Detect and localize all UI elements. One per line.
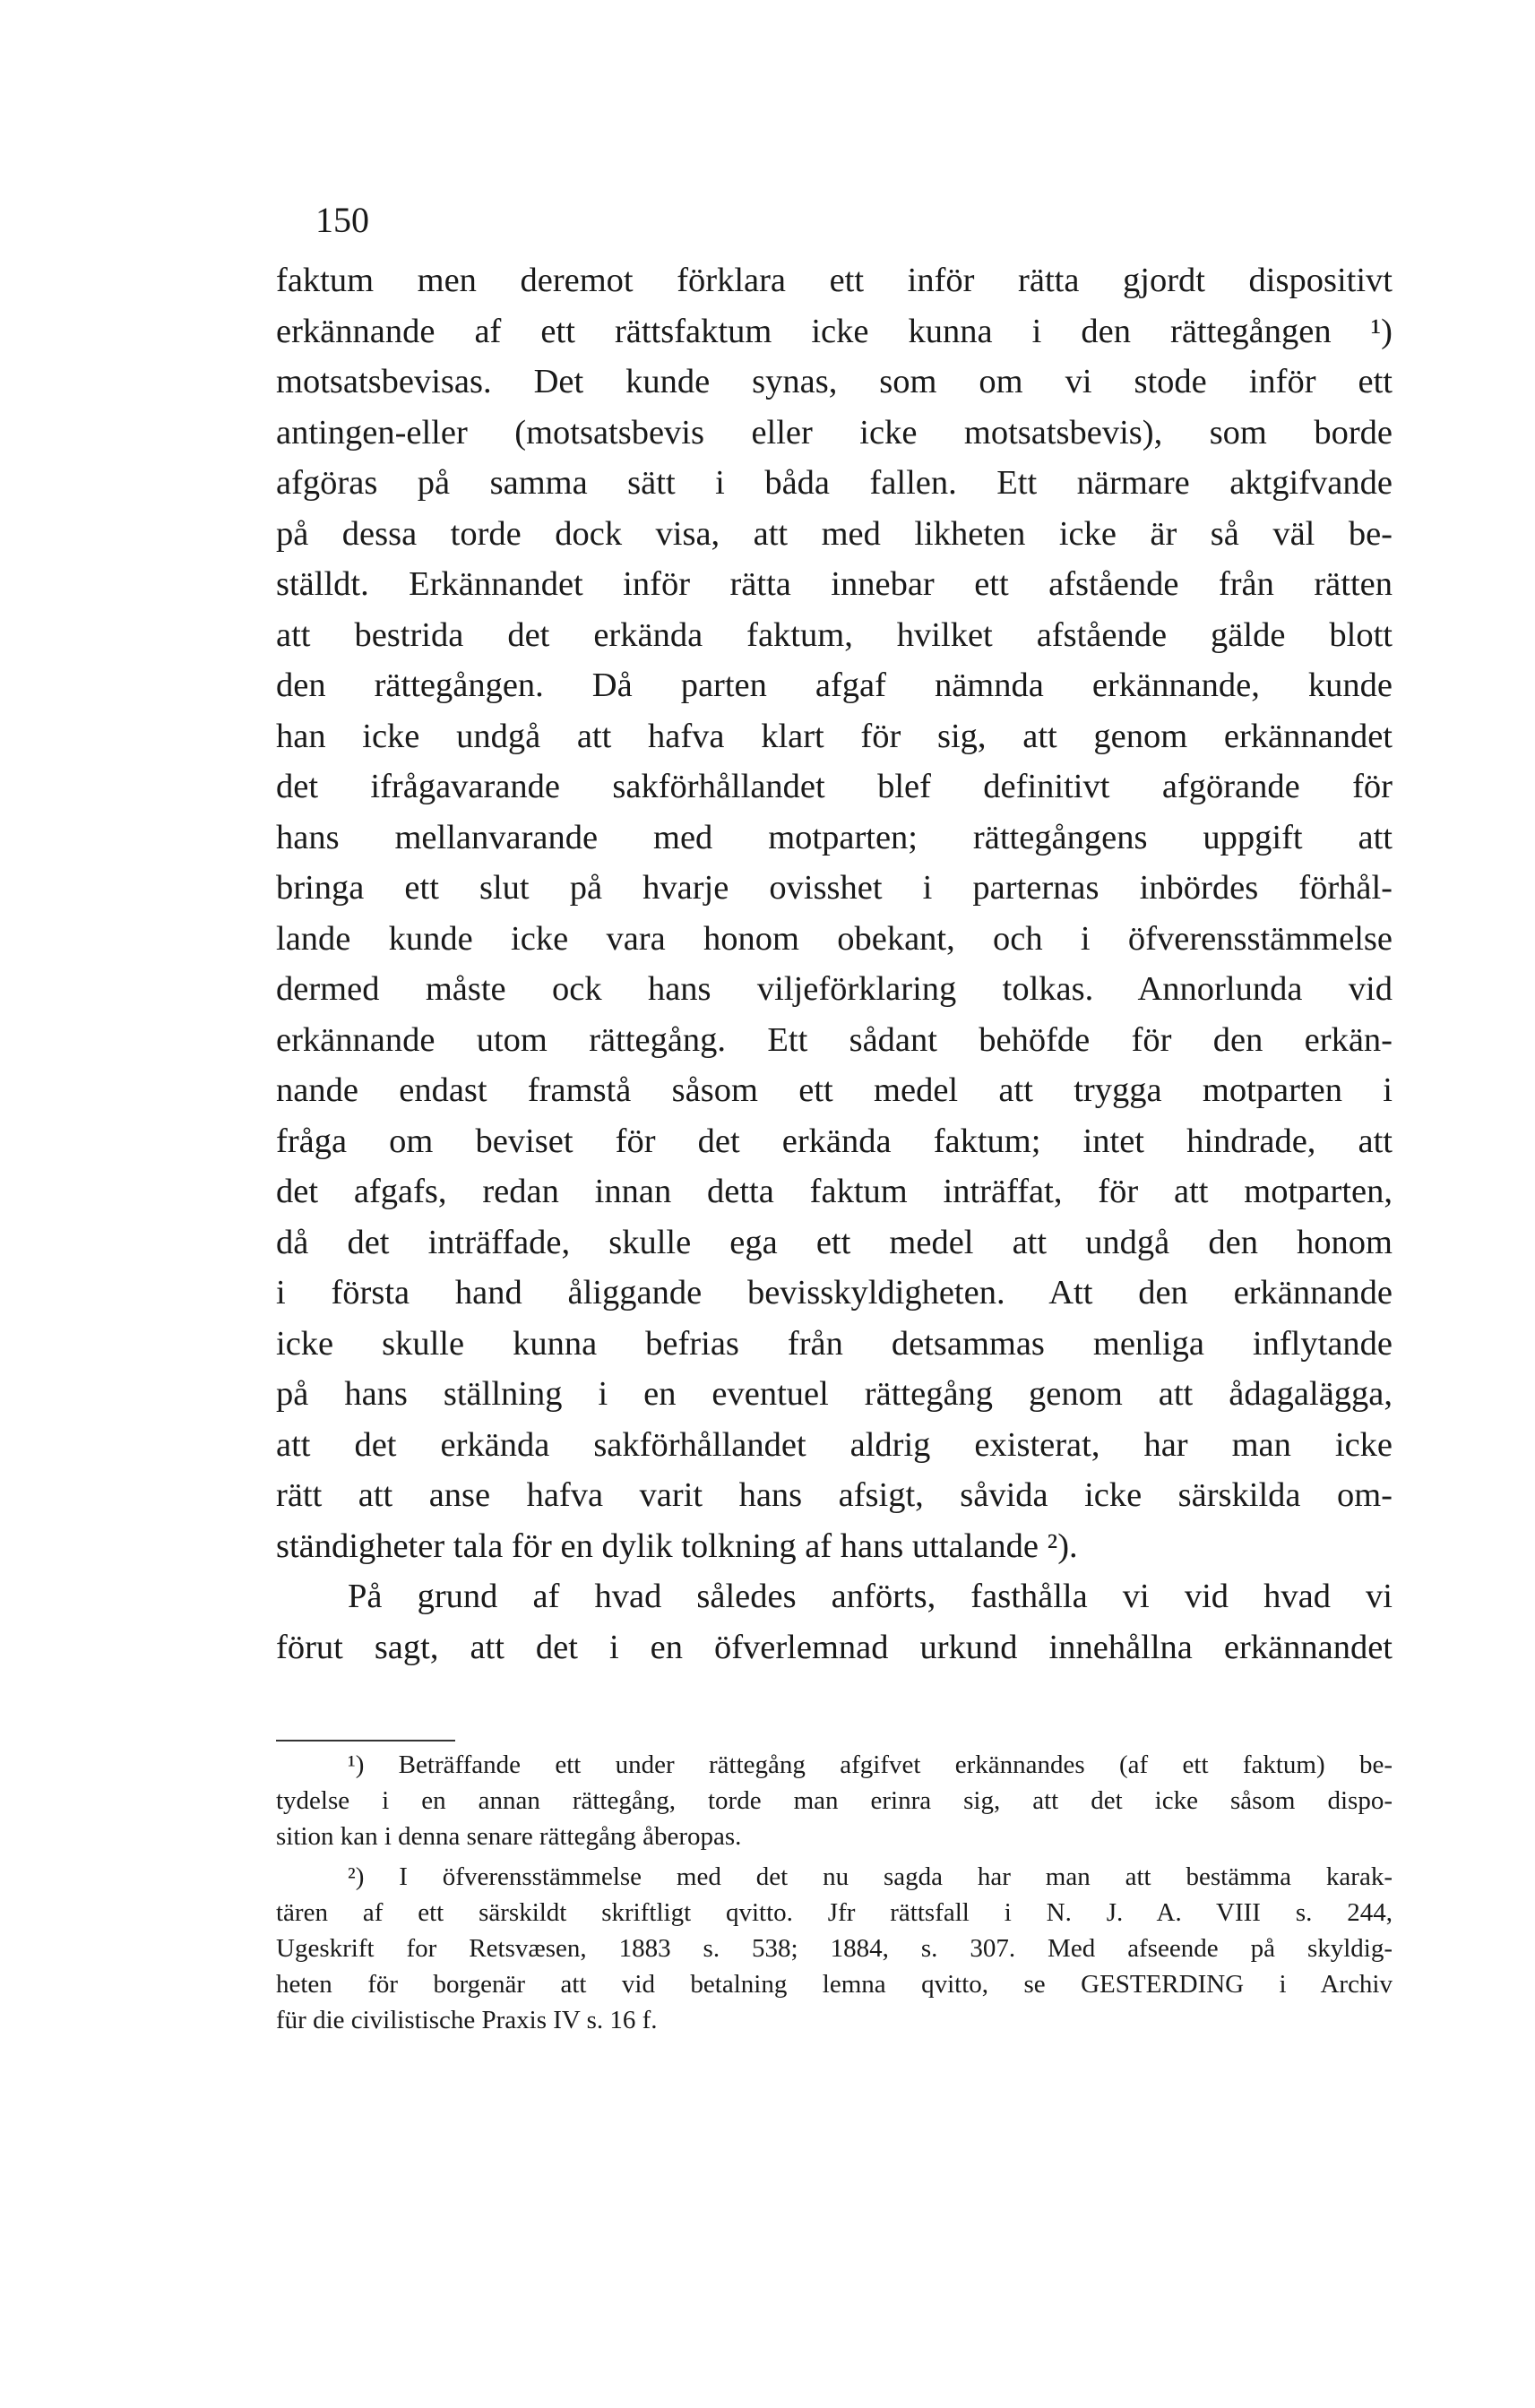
text-line: ständigheter tala för en dylik tolkning af hans uttalande ²). bbox=[276, 1526, 1078, 1565]
text-line: nande endast framstå såsom ett medel att trygga motparten i bbox=[276, 1071, 1393, 1109]
text-line: erkännande af ett rättsfaktum icke kunna i den rättegången ¹) bbox=[276, 312, 1393, 350]
footnote-line: tydelse i en annan rättegång, torde man erinra sig, att det icke såsom dispo- bbox=[276, 1786, 1393, 1816]
text-line: det ifrågavarande sakförhållandet blef definitivt afgörande för bbox=[276, 768, 1393, 805]
text-line: den rättegången. Då parten afgaf nämnda erkännande, kunde bbox=[276, 666, 1393, 704]
text-line: då det inträffade, skulle ega ett medel att undgå den honom bbox=[276, 1223, 1393, 1261]
text-line: att det erkända sakförhållandet aldrig existerat, har man icke bbox=[276, 1425, 1393, 1464]
footnotes bbox=[276, 1747, 1393, 2039]
text-line: lande kunde icke vara honom obekant, och i öfverensstämmelse bbox=[276, 919, 1393, 958]
footnote-line: Ugeskrift for Retsvæsen, 1883 s. 538; 1884, s. 307. Med afseende på skyldig- bbox=[276, 1933, 1393, 1963]
text-line: förut sagt, att det i en öfverlemnad urkund innehållna erkännandet bbox=[276, 1628, 1393, 1666]
footnote-line: tären af ett särskildt skriftligt qvitto. Jfr rättsfall i N. J. A. VIII s. 244, bbox=[276, 1897, 1393, 1927]
text-line: antingen-eller (motsatsbevis eller icke motsatsbevis), som borde bbox=[276, 413, 1393, 452]
text-line: erkännande utom rättegång. Ett sådant behöfde för den erkän- bbox=[276, 1020, 1393, 1059]
page-number: 150 bbox=[315, 200, 369, 240]
text-line: På grund af hvad således anförts, fasthålla vi vid hvad vi bbox=[348, 1578, 1393, 1615]
body-text bbox=[276, 255, 1393, 1673]
text-line: det afgafs, redan innan detta faktum inträffat, för att motparten, bbox=[276, 1173, 1393, 1210]
footnote-line: ²) I öfverensstämmelse med det nu sagda har man att bestämma karak- bbox=[348, 1862, 1393, 1891]
text-line: på hans ställning i en eventuel rättegång genom att ådagalägga, bbox=[276, 1375, 1393, 1413]
footnote-line: sition kan i denna senare rättegång åberopas. bbox=[276, 1822, 742, 1852]
footnote-line: heten för borgenär att vid betalning lemna qvitto, se GESTERDING i Archiv bbox=[276, 1970, 1393, 2000]
text-line: hans mellanvarande med motparten; rättegångens uppgift att bbox=[276, 818, 1393, 856]
text-line: i första hand åliggande bevisskyldigheten. Att den erkännande bbox=[276, 1274, 1393, 1312]
text-line: bringa ett slut på hvarje ovisshet i parternas inbördes förhål- bbox=[276, 869, 1393, 907]
text-line: icke skulle kunna befrias från detsammas menliga inflytande bbox=[276, 1324, 1393, 1363]
text-line: ställdt. Erkännandet inför rätta innebar ett afstående från rätten bbox=[276, 565, 1393, 603]
footnote-divider bbox=[276, 1740, 455, 1742]
footnote-line: für die civilistische Praxis IV s. 16 f. bbox=[276, 2006, 658, 2035]
text-line: motsatsbevisas. Det kunde synas, som om vi stode inför ett bbox=[276, 363, 1393, 400]
text-line: på dessa torde dock visa, att med likheten icke är så väl be- bbox=[276, 514, 1393, 553]
text-line: rätt att anse hafva varit hans afsigt, såvida icke särskilda om- bbox=[276, 1476, 1393, 1514]
text-line: faktum men deremot förklara ett inför rätta gjordt dispositivt bbox=[276, 262, 1393, 299]
text-line: afgöras på samma sätt i båda fallen. Ett närmare aktgifvande bbox=[276, 464, 1393, 502]
text-line: han icke undgå att hafva klart för sig, att genom erkännandet bbox=[276, 717, 1393, 755]
text-line: dermed måste ock hans viljeförklaring tolkas. Annorlunda vid bbox=[276, 970, 1393, 1008]
text-line: fråga om beviset för det erkända faktum; intet hindrade, att bbox=[276, 1122, 1393, 1160]
footnote-line: ¹) Beträffande ett under rättegång afgifvet erkännandes (af ett faktum) be- bbox=[348, 1750, 1393, 1779]
text-line: att bestrida det erkända faktum, hvilket afstående gälde blott bbox=[276, 615, 1393, 654]
